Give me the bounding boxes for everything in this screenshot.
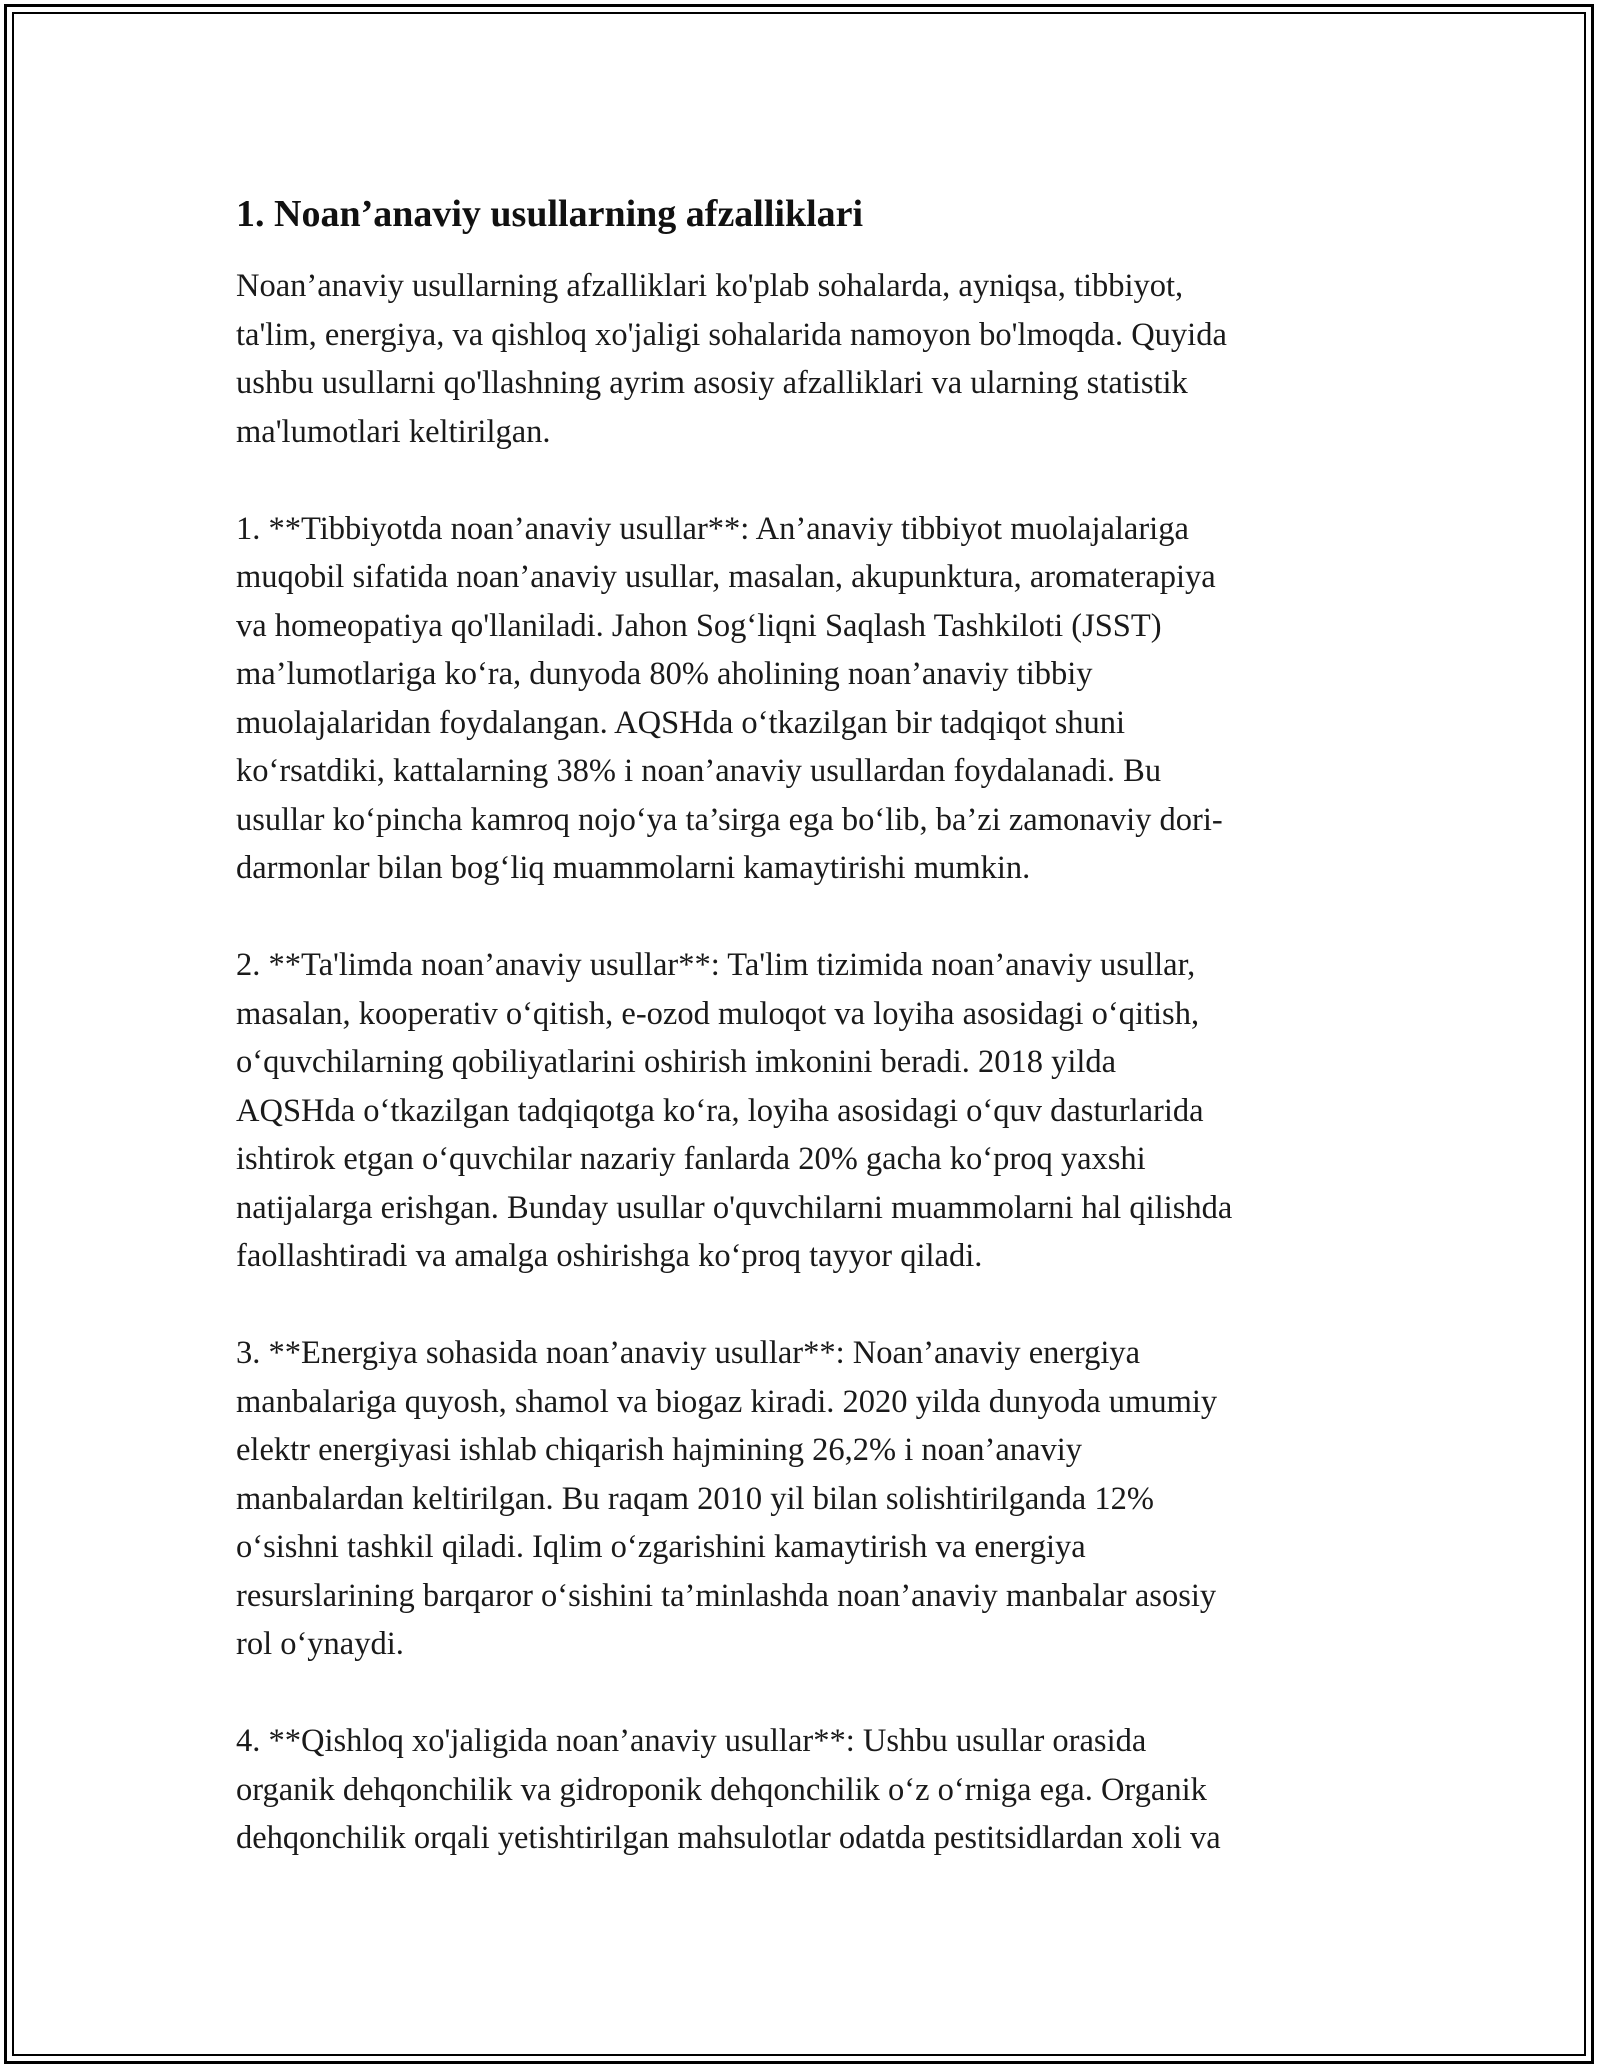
text-line: ishtirok etgan o‘quvchilar nazariy fanlarda 20% gacha ko‘proq yaxshi (236, 1141, 1146, 1177)
text-line: muolajalaridan foydalangan. AQSHda o‘tkazilgan bir tadqiqot shuni (236, 704, 1126, 741)
text-line: ko‘rsatdiki, kattalarning 38% i noan’anaviy usullardan foydalanadi. Bu (236, 753, 1162, 789)
text-line: faollashtiradi va amalga oshirishga ko‘proq tayyor qiladi. (236, 1238, 983, 1274)
text-line: o‘sishni tashkil qiladi. Iqlim o‘zgarishini kamaytirish va energiya (236, 1529, 1086, 1565)
text-line: masalan, kooperativ o‘qitish, e-ozod muloqot va loyiha asosidagi o‘qitish, (236, 995, 1200, 1032)
medicine-paragraph (236, 505, 1376, 893)
section-heading: 1. Noan’anaviy usullarning afzalliklari (236, 193, 864, 235)
text-line: va homeopatiya qo'llaniladi. Jahon Sog‘liqni Saqlash Tashkiloti (JSST) (236, 607, 1162, 644)
agriculture-paragraph (236, 1717, 1376, 1863)
text-line: ushbu usullarni qo'llashning ayrim asosiy afzalliklari va ularning statistik (236, 365, 1188, 401)
text-line: dehqonchilik orqali yetishtirilgan mahsulotlar odatda pestitsidlardan xoli va (236, 1820, 1221, 1856)
text-line: rol o‘ynaydi. (236, 1626, 404, 1662)
text-line: muqobil sifatida noan’anaviy usullar, masalan, akupunktura, aromaterapiya (236, 559, 1216, 595)
text-line: organik dehqonchilik va gidroponik dehqonchilik o‘z o‘rniga ega. Organik (236, 1771, 1207, 1808)
education-paragraph (236, 941, 1376, 1281)
text-line: manbalariga quyosh, shamol va biogaz kiradi. 2020 yilda dunyoda umumiy (236, 1383, 1218, 1420)
text-line: usullar ko‘pincha kamroq nojo‘ya ta’sirga ega bo‘lib, ba’zi zamonaviy dori- (236, 801, 1223, 838)
text-line: resurslarining barqaror o‘sishini ta’minlashda noan’anaviy manbalar asosiy (236, 1577, 1217, 1614)
text-line: 3. **Energiya sohasida noan’anaviy usullar**: Noan’anaviy energiya (236, 1335, 1141, 1371)
text-line: 2. **Ta'limda noan’anaviy usullar**: Ta'lim tizimida noan’anaviy usullar, (236, 947, 1196, 983)
text-line: natijalarga erishgan. Bunday usullar o'quvchilarni muammolarni hal qilishda (236, 1189, 1233, 1226)
intro-paragraph (236, 262, 1376, 456)
text-line: darmonlar bilan bog‘liq muammolarni kamaytirishi mumkin. (236, 850, 1031, 886)
text-line: 4. **Qishloq xo'jaligida noan’anaviy usullar**: Ushbu usullar orasida (236, 1723, 1147, 1759)
text-line: elektr energiyasi ishlab chiqarish hajmining 26,2% i noan’anaviy (236, 1432, 1082, 1468)
text-line: AQSHda o‘tkazilgan tadqiqotga ko‘ra, loyiha asosidagi o‘quv dasturlarida (236, 1092, 1204, 1129)
text-line: 1. **Tibbiyotda noan’anaviy usullar**: An’anaviy tibbiyot muolajalariga (236, 510, 1189, 547)
text-line: Noan’anaviy usullarning afzalliklari ko'plab sohalarda, ayniqsa, tibbiyot, (236, 268, 1184, 304)
document-body (236, 186, 1376, 1911)
text-line: ma’lumotlariga ko‘ra, dunyoda 80% aholining noan’anaviy tibbiy (236, 656, 1093, 692)
text-line: ta'lim, energiya, va qishloq xo'jaligi sohalarida namoyon bo'lmoqda. Quyida (236, 316, 1227, 353)
text-line: ma'lumotlari keltirilgan. (236, 413, 551, 450)
text-line: manbalardan keltirilgan. Bu raqam 2010 yil bilan solishtirilganda 12% (236, 1480, 1154, 1517)
energy-paragraph (236, 1329, 1376, 1669)
text-line: o‘quvchilarning qobiliyatlarini oshirish imkonini beradi. 2018 yilda (236, 1044, 1117, 1080)
